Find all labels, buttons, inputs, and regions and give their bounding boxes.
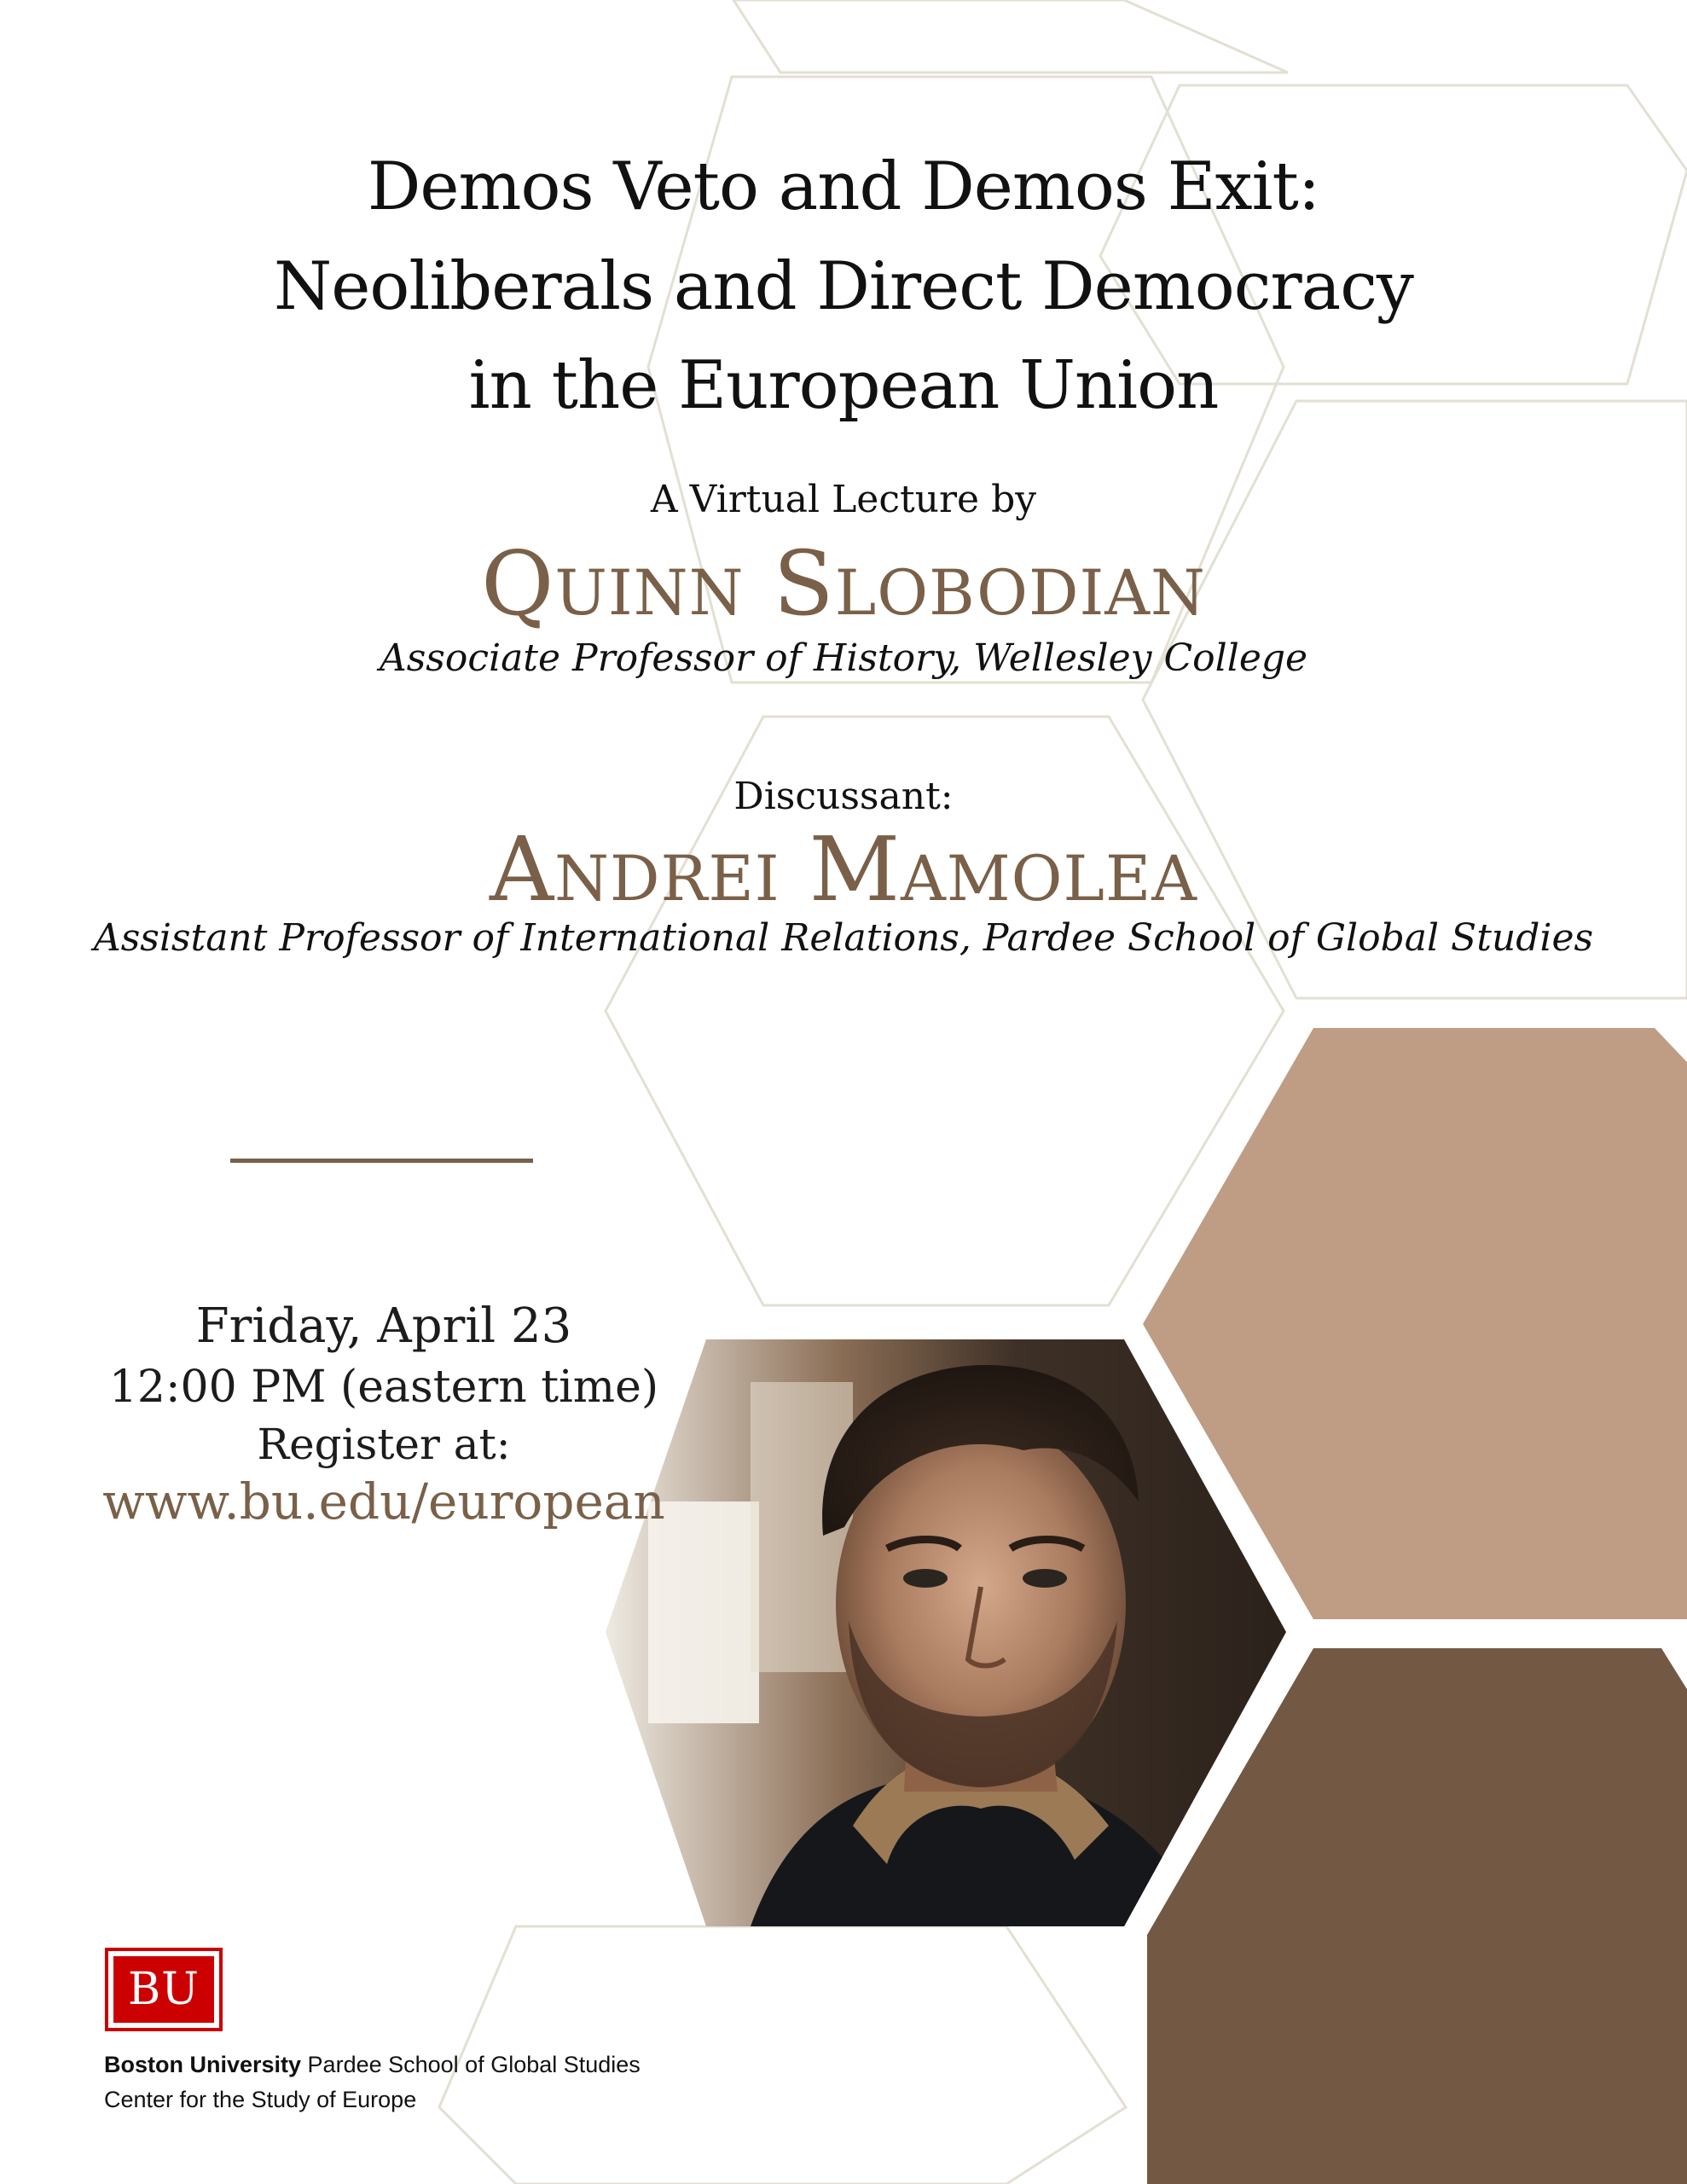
event-title-line-1: Demos Veto and Demos Exit: [367, 148, 1320, 225]
event-time: 12:00 PM (eastern time) [108, 1362, 659, 1413]
discussant-role: Assistant Professor of International Relations, Pardee School of Global Studies [93, 916, 1594, 960]
discussant-label: Discussant: [733, 775, 954, 818]
school-name: Pardee School of Global Studies [301, 2052, 641, 2077]
speaker-role: Associate Professor of History, Wellesley College [379, 636, 1308, 680]
speaker-photo [597, 1331, 1296, 1937]
lecture-intro: A Virtual Lecture by [650, 478, 1037, 521]
event-date: Friday, April 23 [195, 1298, 572, 1354]
event-title-line-3: in the European Union [468, 347, 1219, 424]
discussant-name: Andrei Mamolea [490, 817, 1197, 921]
bu-logo [105, 1948, 223, 2031]
bu-logo-text: BU [113, 1956, 214, 2023]
speaker-name: Quinn Slobodian [481, 531, 1206, 636]
register-link[interactable]: www.bu.edu/european [102, 1472, 665, 1531]
institution-line-1 [104, 2052, 641, 2078]
university-name: Boston University [104, 2052, 302, 2077]
register-label: Register at: [257, 1420, 511, 1469]
divider-line [230, 1159, 533, 1163]
event-title-line-2: Neoliberals and Direct Democracy [274, 248, 1413, 325]
institution-line-2: Center for the Study of Europe [104, 2087, 417, 2112]
